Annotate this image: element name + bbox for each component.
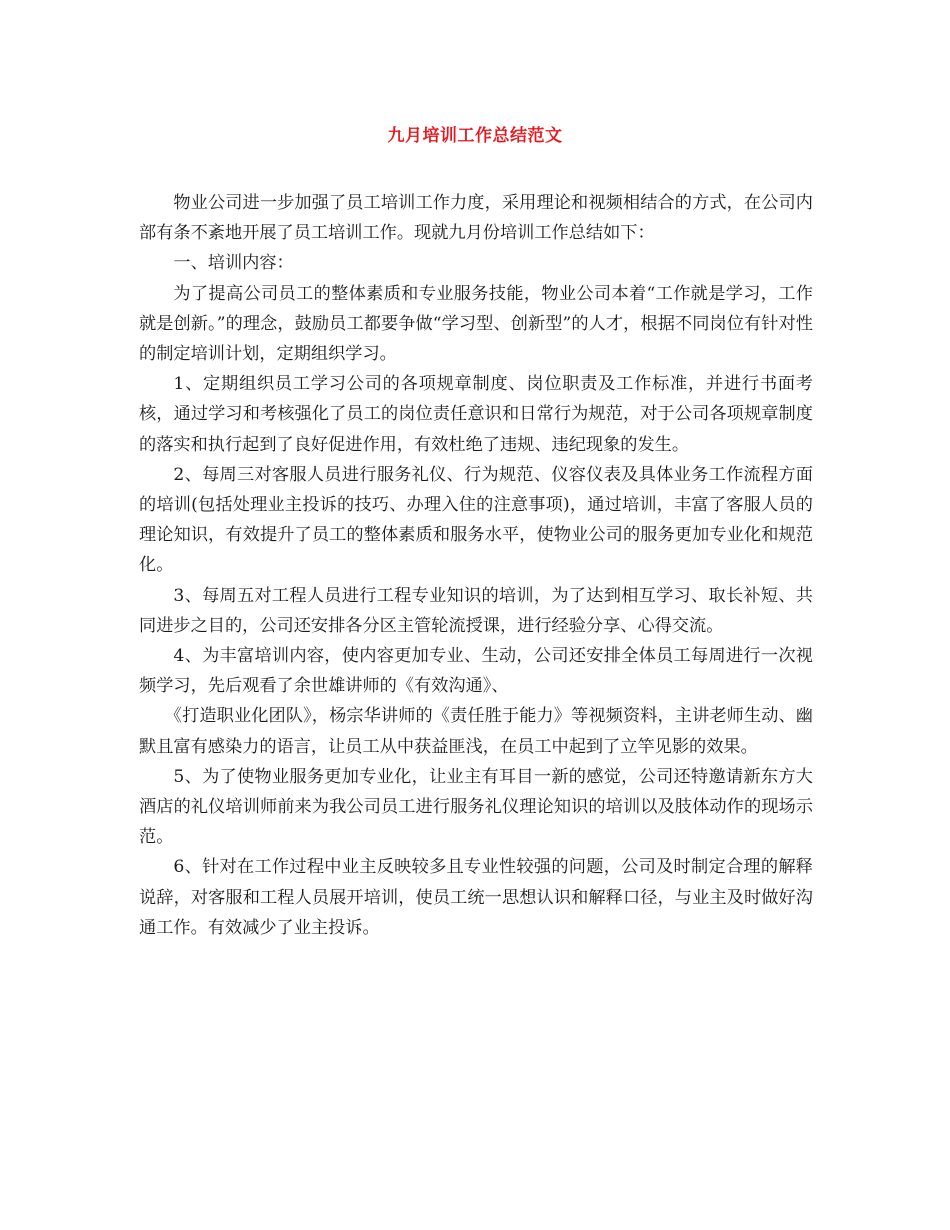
paragraph-item-4-continued: 《打造职业化团队》，杨宗华讲师的《责任胜于能力》等视频资料，主讲老师生动、幽默且富有感染力的语言，让员工从中获益匪浅，在员工中起到了立竿见影的效果。 bbox=[139, 706, 813, 757]
section-heading-training-content: 一、培训内容： bbox=[173, 253, 294, 274]
paragraph-item-2: 2、每周三对客服人员进行服务礼仪、行为规范、仪容仪表及具体业务工作流程方面的培训(包括处理业主投诉的技巧、办理入住的注意事项)，通过培训，丰富了客服人员的理论知识，有效提升了员工的整体素质和服务水平，使物业公司的服务更加专业化和规范化。 bbox=[139, 464, 813, 576]
paragraph-intro: 物业公司进一步加强了员工培训工作力度，采用理论和视频相结合的方式，在公司内部有条不紊地开展了员工培训工作。现就九月份培训工作总结如下： bbox=[139, 193, 813, 244]
document-body bbox=[139, 188, 813, 943]
paragraph-item-1: 1、定期组织员工学习公司的各项规章制度、岗位职责及工作标准，并进行书面考核，通过学习和考核强化了员工的岗位责任意识和日常行为规范，对于公司各项规章制度的落实和执行起到了良好促进作用，有效杜绝了违规、违纪现象的发生。 bbox=[139, 374, 813, 455]
paragraph-item-5: 5、为了使物业服务更加专业化，让业主有耳目一新的感觉，公司还特邀请新东方大酒店的礼仪培训师前来为我公司员工进行服务礼仪理论知识的培训以及肢体动作的现场示范。 bbox=[139, 766, 813, 848]
document-title: 九月培训工作总结范文 bbox=[387, 126, 563, 146]
paragraph-item-3: 3、每周五对工程人员进行工程专业知识的培训，为了达到相互学习、取长补短、共同进步之目的，公司还安排各分区主管轮流授课，进行经验分享、心得交流。 bbox=[139, 585, 813, 636]
paragraph-item-6: 6、针对在工作过程中业主反映较多且专业性较强的问题，公司及时制定合理的解释说辞，对客服和工程人员展开培训，使员工统一思想认识和解释口径，与业主及时做好沟通工作。有效减少了业主投诉。 bbox=[139, 857, 813, 938]
paragraph-overview: 为了提高公司员工的整体素质和专业服务技能，物业公司本着“工作就是学习，工作就是创新。”的理念，鼓励员工都要争做“学习型、创新型”的人才，根据不同岗位有针对性的制定培训计划，定期组织学习。 bbox=[139, 283, 813, 365]
paragraph-item-4: 4、为丰富培训内容，使内容更加专业、生动，公司还安排全体员工每周进行一次视频学习，先后观看了余世雄讲师的《有效沟通》、 bbox=[139, 646, 813, 697]
